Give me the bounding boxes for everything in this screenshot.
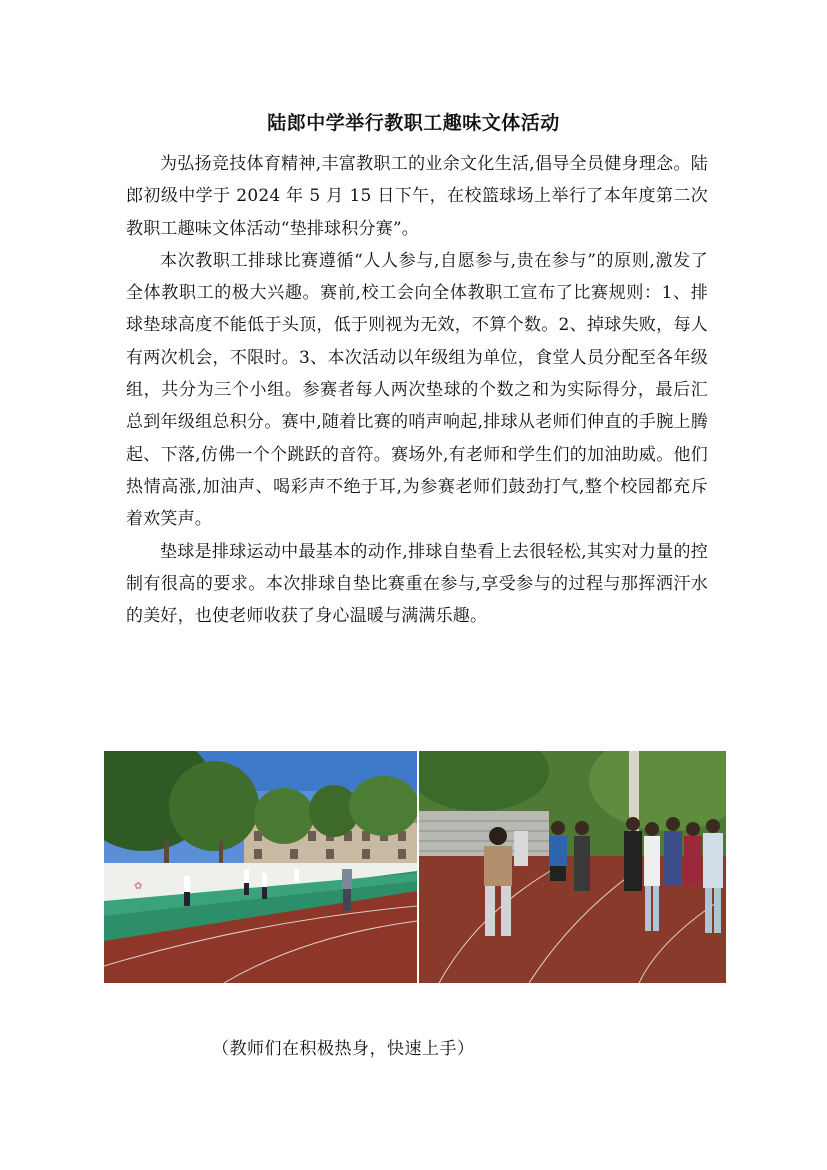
photo-court-warmup (104, 751, 417, 983)
paragraph-2: 本次教职工排球比赛遵循“人人参与,自愿参与,贵在参与”的原则,激发了全体教职工的极大兴趣。赛前,校工会向全体教职工宣布了比赛规则：1、排球垫球高度不能低于头顶，低于则视为无效，不算个数。2、掉球失败，每人有两次机会，不限时。3、本次活动以年级组为单位，食堂人员分配至各年级组，共分为三个小组。参赛者每人两次垫球的个数之和为实际得分，最后汇总到年级组总积分。赛中,随着比赛的哨声响起,排球从老师们伸直的手腕上腾起、下落,仿佛一个个跳跃的音符。赛场外,有老师和学生们的加油助威。他们热情高涨,加油声、喝彩声不绝于耳,为参赛老师们鼓劲打气,整个校园都充斥着欢笑声。 (126, 250, 708, 530)
svg-text:✿: ✿ (134, 881, 143, 892)
photo-row (104, 751, 726, 983)
paragraph-3: 垫球是排球运动中最基本的动作,排球自垫看上去很轻松,其实对力量的控制有很高的要求。本次排球自垫比赛重在参与,享受参与的过程与那挥洒汗水的美好，也使老师收获了身心温暖与满满乐趣。 (126, 541, 708, 627)
photo-caption: （教师们在积极热身，快速上手） (212, 1039, 475, 1059)
photo-track-warmup (419, 751, 726, 983)
paragraph-1: 为弘扬竞技体育精神,丰富教职工的业余文化生活,倡导全员健身理念。陆郎初级中学于 2024 年 5 月 15 日下午，在校篮球场上举行了本年度第二次教职工趣味文体活动“垫排球积分赛”。 (126, 154, 708, 239)
article-body (126, 148, 708, 632)
article-title: 陆郎中学举行教职工趣味文体活动 (267, 112, 560, 134)
